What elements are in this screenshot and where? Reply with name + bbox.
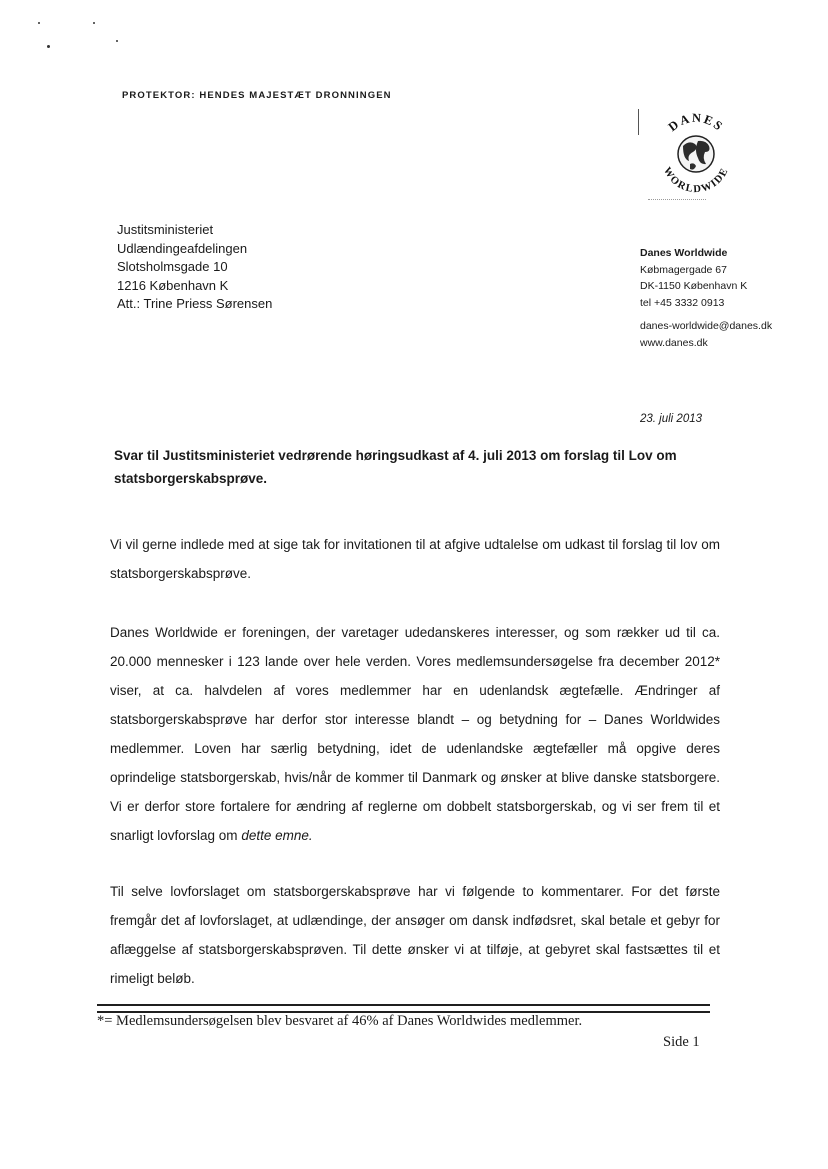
paragraph-intro: Vi vil gerne indlede med at sige tak for invitationen til at afgive udtalelse om udkast til forslag til lov om statsborgerskabsprøve. (110, 537, 720, 581)
logo-margin-mark (638, 109, 639, 135)
scan-speck (116, 40, 118, 42)
letter-date: 23. juli 2013 (640, 413, 703, 425)
sender-email: danes-worldwide@danes.dk (640, 320, 773, 332)
globe-logo-icon (650, 108, 742, 200)
scan-speck (93, 22, 95, 24)
danes-worldwide-logo (650, 108, 742, 200)
paragraph-organisation-italic: dette emne. (241, 828, 313, 843)
sender-city: DK-1150 København K (640, 280, 748, 292)
scan-speck (38, 22, 40, 24)
recipient-line: Att.: Trine Priess Sørensen (117, 296, 273, 311)
recipient-line: Justitsministeriet (117, 222, 214, 237)
recipient-line: 1216 København K (117, 277, 229, 293)
sender-gap (640, 311, 772, 318)
sender-address (640, 245, 772, 351)
sender-street: Købmagergade 67 (640, 263, 727, 276)
paragraph-organisation-text: Danes Worldwide er foreningen, der varetager udedanskeres interesser, og som rækker ud til ca. 20.000 mennesker i 123 lande over hele verden. Vores medlemsundersøgelse fra december 2012* viser, at ca. halvdelen af vores medlemmer har en udenlandsk ægtefælle. Ændringer af statsborgerskabsprøve har derfor stor interesse blandt – og betydning for – Danes Worldwides medlemmer. Loven har særlig betydning, idet de udenlandske ægtefæller må opgive deres oprindelige statsborgerskab, hvis/når de kommer til Danmark og ønsker at blive danske statsborgere. Vi er derfor store fortalere for ændring af reglerne om dobbelt statsborgerskab, og vi ser frem til et snarligt lovforslag om (110, 625, 720, 843)
svg-text:DANES (666, 111, 727, 134)
footnote-divider (97, 1004, 710, 1013)
paragraph-organisation (110, 618, 720, 850)
page-number: Side 1 (663, 1034, 700, 1050)
sender-phone: tel +45 3332 0913 (640, 296, 725, 309)
logo-top-text: DANES (665, 110, 727, 135)
recipient-address (117, 221, 272, 314)
recipient-line: Slotsholmsgade 10 (117, 259, 228, 274)
recipient-line: Udlændingeafdelingen (117, 240, 248, 256)
letter-subject: Svar til Justitsministeriet vedrørende høringsudkast af 4. juli 2013 om forslag til Lov om statsborgerskabsprøve. (114, 448, 677, 486)
sender-website: www.danes.dk (640, 336, 708, 349)
logo-bottom-text: WORLDWIDE (660, 165, 731, 196)
scan-speck (47, 45, 50, 48)
paragraph-comments: Til selve lovforslaget om statsborgerskabsprøve har vi følgende to kommentarer. For det første fremgår det af lovforslaget, at udlændinge, der ansøger om dansk indfødsret, skal betale et gebyr for aflæggelse af statsborgerskabsprøven. Til dette ønsker vi at tilføje, at gebyret skal fastsættes til et rimeligt beløb. (110, 884, 720, 986)
sender-name: Danes Worldwide (640, 247, 728, 259)
logo-underline (648, 199, 706, 202)
footnote: *= Medlemsundersøgelsen blev besvaret af 46% af Danes Worldwides medlemmer. (97, 1013, 583, 1029)
protector-line: PROTEKTOR: HENDES MAJESTÆT DRONNINGEN (122, 90, 392, 101)
